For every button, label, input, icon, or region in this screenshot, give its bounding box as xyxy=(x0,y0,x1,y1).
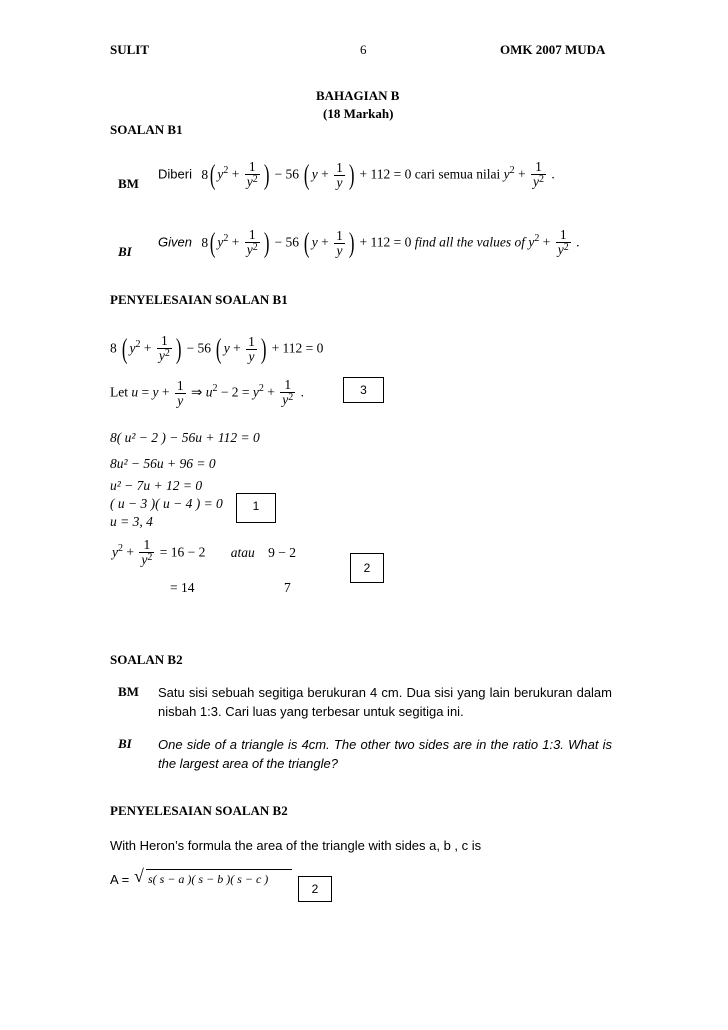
b1-bm-mid: cari semua nilai xyxy=(414,166,501,182)
b1-eq4: ( u − 3 )( u − 4 ) = 0 xyxy=(110,496,223,511)
b2-bm-text: Satu sisi sebuah segitiga berukuran 4 cm. Dua sisi yang lain berukuran dalam nisbah 1:3. Cari luas yang terbesar untuk segitiga ini. xyxy=(158,685,612,719)
b2-heading: SOALAN B2 xyxy=(110,652,183,667)
b1-bi-equation: Given 8( $y^2$ + $\frac{1}{y^2}$ ) − 56 ( y + $\frac{1}{y}$ ) + 112 = 0 find all the values of $y^2$ + $\frac{1}{y^2}$ . xyxy=(158,227,580,259)
b1-solution-heading: PENYELESAIAN SOALAN B1 xyxy=(110,292,288,307)
mark-box-2: 1 xyxy=(236,493,276,523)
mark-box-3: 2 xyxy=(350,553,384,583)
b2-bi-text: One side of a triangle is 4cm. The other two sides are in the ratio 1:3. What is the largest area of the triangle? xyxy=(158,737,612,771)
b1-heading: SOALAN B1 xyxy=(110,122,183,137)
mark-box-1: 3 xyxy=(343,377,384,403)
sqrt-sign: √ xyxy=(134,866,144,886)
b1-atau: atau xyxy=(230,544,255,560)
b2-area-label: A = xyxy=(110,872,130,887)
b1-let-word: Let xyxy=(110,384,128,400)
b1-let-line: Let u = y + $\frac{1}{y}$ ⇒ $u^2 - 2 = y^2$ + $\frac{1}{y^2}$ . xyxy=(110,377,305,408)
header-left: SULIT xyxy=(110,42,150,57)
b1-bi-mid: find all the values of xyxy=(414,234,526,250)
b1-eq2: 8u² − 56u + 96 = 0 xyxy=(110,456,216,471)
sqrt-vinculum xyxy=(146,869,292,870)
b1-result-line: $y^2$ + $\frac{1}{y^2}$ = 16 − 2 atau 9 − 2 xyxy=(112,537,297,567)
b2-heron-text: With Heron’s formula the area of the triangle with sides a, b , c is xyxy=(110,838,482,853)
section-title: BAHAGIAN B xyxy=(316,88,400,103)
page-number: 6 xyxy=(360,42,367,57)
b1-bi-label: BI xyxy=(118,244,132,259)
b1-val-a-bottom: = 14 xyxy=(170,580,195,595)
b1-solution-eq-start: 8 ( $y^2$ + $\frac{1}{y^2}$ ) − 56 ( y + $\frac{1}{y}$ ) + 112 = 0 xyxy=(110,333,324,365)
b1-bm-intro: Diberi xyxy=(158,166,192,182)
b2-radicand: s( s − a )( s − b )( s − c ) xyxy=(148,872,269,886)
b1-eq1: 8( u² − 2 ) − 56u + 112 = 0 xyxy=(110,430,260,445)
header-right: OMK 2007 MUDA xyxy=(500,42,606,57)
b2-bm-label: BM xyxy=(118,684,139,699)
b1-eq3: u² − 7u + 12 = 0 xyxy=(110,478,203,493)
b1-eq5: u = 3, 4 xyxy=(110,514,153,529)
b1-bm-label: BM xyxy=(118,176,139,191)
b2-solution-heading: PENYELESAIAN SOALAN B2 xyxy=(110,803,288,818)
mark-box-4: 2 xyxy=(298,876,332,902)
b1-bi-intro: Given xyxy=(158,234,192,250)
b1-val-b-bottom: 7 xyxy=(284,580,291,595)
b2-bi-label: BI xyxy=(118,736,132,751)
section-marks: (18 Markah) xyxy=(323,106,394,121)
b1-val-b-top: 9 − 2 xyxy=(268,544,297,560)
b1-bm-equation: Diberi 8( $y^2$ + $\frac{1}{y^2}$ ) − 56 ( y + $\frac{1}{y}$ ) + 112 = 0 cari semua nilai $y^2$ + $\frac{1}{y^2}$ . xyxy=(158,159,555,191)
b1-val-a-top: 16 − 2 xyxy=(170,544,206,560)
